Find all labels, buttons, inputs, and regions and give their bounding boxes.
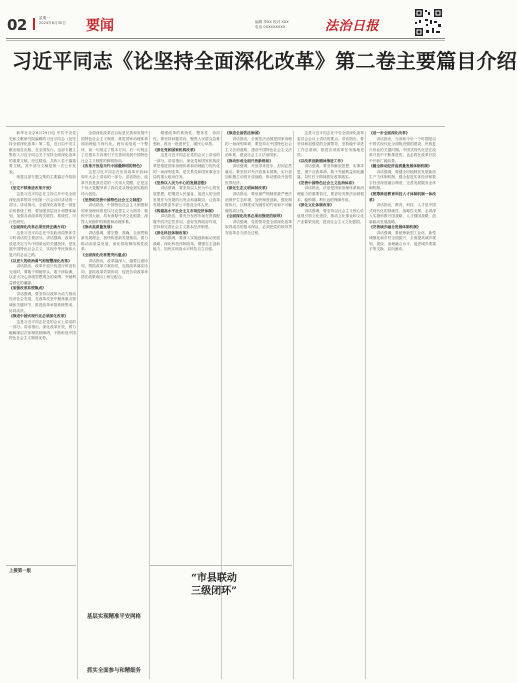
column-rule (365, 131, 366, 679)
column-rule (293, 131, 294, 679)
body-paragraph: 这是习近平同志在主持召开中央全面深化改革领导小组第一次会议时讲话的一部分。讲话指出，全面深化改革是一项复杂的系统工程，要加强顶层设计和整体谋划，加强各项改革的关联性、系统性、可行性研究。 (9, 192, 76, 224)
body-paragraph: 讲话指出，要充分发挥市场在资源配置中的决定性作用，更好发挥政府作用，坚持和完善社会主义基本经济制度。 (153, 214, 220, 230)
body-paragraph: 讲话强调，要坚持以改革为动力推动经济社会发展，在改革攻坚中聚焦重点领域和关键环节，推进改革举措系统集成、协同高效。 (9, 291, 76, 313)
article-column-2 (81, 131, 148, 679)
header-date (39, 16, 66, 26)
section-subhead: 《全面深化改革必须坚持正确方向》 (9, 225, 68, 230)
body-paragraph: 现将这部专题文集的主要篇目介绍如下。 (9, 175, 76, 185)
body-paragraph: 讲话强调，党的领导是全面深化改革取得成功的根本保证，必须把党的领导贯穿改革各方面全过程。 (225, 219, 292, 235)
lower-mid-separator (150, 565, 292, 566)
body-paragraph: 这是习近平同志在庆祝改革开放40周年大会上讲话的一部分。讲话指出，改革开放是我们党的一次伟大觉醒，正是这个伟大觉醒孕育了我们党从理论到实践的伟大创造。 (81, 169, 148, 197)
section-subhead: 《以改革创新精神推进工作》 (297, 158, 345, 163)
section-subhead: 《坚定不移推进改革开放》 (9, 186, 54, 191)
article-column-1 (9, 131, 76, 561)
section-subhead: 《构建高水平社会主义市场经济体制》 (153, 208, 216, 213)
sub-heading-1: 基层实现精准平安网格 (87, 614, 141, 620)
section-subhead: 《完善城乡融合发展体制机制》 (369, 225, 421, 230)
body-paragraph: 讲话强调，开放带来进步，封闭必然落后。要坚持对外开放基本国策，实行更加积极主动的开放战略，推动建设开放型世界经济。 (225, 164, 292, 185)
body-paragraph: 讲话强调，要健全因地制宜发展新质生产力体制机制，健全促进实体经济和数字经济深度融合制度，完善发展服务业体制机制。 (369, 169, 436, 191)
body-paragraph: 讲话强调，要坚持以社会主义核心价值观引领文化建设，推动文化事业和文化产业繁荣发展，建设社会主义文化强国。 (297, 208, 364, 224)
article-column-5 (297, 131, 364, 679)
qr-code-icon (414, 8, 443, 37)
header-date-sub: 2024年6月30日 (39, 21, 66, 25)
header-rule-thin (6, 40, 445, 41)
header-phone-line: 电话 0XXXXXXXX (255, 25, 286, 29)
main-headline: 习近平同志《论坚持全面深化改革》第二卷主要篇目介绍 (12, 49, 517, 73)
section-subhead: 《深化文化体制改革》 (297, 203, 334, 208)
section-subhead: 《进一步全面深化改革》 (369, 131, 410, 135)
section-subhead: 《全面深化改革必须加强党的领导》 (225, 214, 284, 219)
sub-heading-2: 抓实全面参与和精细务 (87, 668, 141, 674)
body-paragraph: 讲话强调，要深入实施创新驱动发展战略，深化科技体制改革，增强自主创新能力，加快实现高水平科技自立自强。 (153, 236, 220, 252)
body-paragraph: 全面深化改革总目标是完善和发展中国特色社会主义制度，推进国家治理体系和治理能力现代化。两句话组成一个整体，前一句规定了根本方向，后一句规定了在根本方向指引下完善和发展中国特色社会主义制度的鲜明指向。 (81, 131, 148, 163)
column-rule (77, 131, 78, 679)
body-paragraph: 讲话强调，要坚持解放思想、实事求是，勇于自我革命，敢于突破利益固化藩篱，以钉钉子精神抓好改革落实。 (297, 164, 364, 180)
section-subhead: 《坚持以人民为中心的发展思想》 (153, 180, 209, 185)
body-paragraph: 讲话指出，当前和今后一个时期是以中国式现代化全面推进强国建设、民族复兴伟业的关键时期。中国式现代化是在改革开放中不断推进的，也必将在改革开放中开辟广阔前景。 (369, 136, 436, 163)
sub-article-title-line2: 三级闭环” (191, 586, 237, 597)
section-subhead: 《加强改革系统集成》 (9, 286, 46, 291)
lower-left-separator (6, 565, 76, 566)
section-subhead: 《深化党和国家机构改革》 (153, 147, 198, 152)
newspaper-masthead: 法治日报 (325, 19, 380, 34)
body-paragraph: 这是习近平同志在中央政治局集体学习时讲话的主要部分。讲话强调，改革开放是决定当代中国命运的关键抉择，是发展中国特色社会主义、实现中华民族伟大复兴的必由之路。 (9, 230, 76, 258)
section-subhead: 《健全推动经济高质量发展体制机制》 (369, 164, 432, 169)
section-subhead: 《推动高质量发展》 (81, 225, 115, 230)
header-rule (6, 38, 445, 39)
body-paragraph: 讲话强调，要完整、准确、全面贯彻新发展理念，加快构建新发展格局，着力推动高质量发展，深化供给侧结构性改革。 (81, 230, 148, 252)
header-weekday: 星期一 (39, 16, 50, 20)
section-subhead: 《推进中国式现代化必须深化改革》 (9, 314, 68, 319)
body-paragraph: 讲话指出，要用最严格制度最严密法治保护生态环境，加快制度创新，强化制度执行，让制度成为刚性的约束和不可触碰的高压线。 (225, 192, 292, 213)
section-subhead: 《推进全面依法治国》 (225, 131, 262, 135)
headline-separator (6, 126, 445, 127)
section-subhead: 《改革开放是当代中国最鲜明的特色》 (81, 164, 144, 169)
section-subhead: 《完善中国特色社会主义法治体系》 (297, 180, 356, 185)
section-subhead: 《坚持和完善中国特色社会主义制度》 (81, 197, 144, 202)
section-subhead: 《以更大的政治勇气和智慧深化改革》 (9, 258, 72, 263)
continued-label: 上接第一版 (9, 569, 31, 574)
section-subhead: 《深化科技体制改革》 (153, 230, 190, 235)
body-paragraph: 讲话强调，要统筹新型工业化、新型城镇化和乡村全面振兴，全面提高城乡规划、建设、治理融合水平，促进城乡要素平等交换、双向流动。 (369, 230, 436, 252)
section-title: 要闻 (86, 18, 114, 34)
body-paragraph: 这是习近平同志在党的会议上讲话的一部分。讲话指出，深化改革开放，着力破解深层次体制机制障碍，不断彰显中国特色社会主义制度优势。 (9, 319, 76, 341)
section-subhead: 《全面深化改革要突出重点》 (81, 253, 129, 258)
body-paragraph: 讲话指出，改革开放只有进行时没有完成时，要敢于啃硬骨头，敢于涉险滩，以更大决心冲破思想观念的束缚、突破利益固化的藩篱。 (9, 264, 76, 285)
article-column-3 (153, 131, 220, 561)
body-paragraph: 这是习近平同志在中央全面深化改革委员会会议上讲话的要点。讲话指出，要坚持和加强党的全面领导，坚持稳中求进工作总基调，推进各项改革任务落地见效。 (297, 131, 364, 158)
section-subhead: 《推动形成全面开放新格局》 (225, 158, 273, 163)
section-subhead: 《深化生态文明体制改革》 (225, 186, 270, 191)
header-editors (255, 20, 289, 30)
body-paragraph: 讲话强调，要坚持以人民为中心的发展思想，把增进人民福祉、促进人的全面发展作为发展的出发点和落脚点，让改革发展成果更多更公平惠及全体人民。 (153, 186, 220, 208)
article-column-4 (225, 131, 292, 561)
page-number-accent (33, 18, 35, 30)
body-paragraph: 增强改革的系统性、整体性、协同性。要坚持问题导向，聚焦人民群众急难愁盼，推出一批惠民生、暖民心举措。 (153, 131, 220, 147)
body-paragraph: 讲话指出，全面依法治国是国家治理的一场深刻革命，要坚持走中国特色社会主义法治道路，建设中国特色社会主义法治体系，建设社会主义法治国家。 (225, 136, 292, 158)
body-paragraph: 新华社北京6月29日电 中共中央党史和文献研究院编辑的习近平同志《论坚持全面深化改革》第二卷，近日由中央文献出版社出版，在全国发行。这部专题文集收入习近平同志关于坚持全面深化改革的重要文稿，经过精选，共收入若干篇重要文稿。其中部分文稿是第一次公开发表。 (9, 131, 76, 174)
body-paragraph: 这是习近平同志在党的会议上讲话的一部分。讲话指出，深化党和国家机构改革是推进国家治理体系和治理能力现代化的一场深刻变革，是关系党和国家事业全局的重大政治任务。 (153, 153, 220, 180)
sub-article-title-line1: “市县联动 (191, 573, 237, 584)
header-editors-line: 编辑 李XX 校对 XXX (255, 20, 289, 24)
section-subhead: 《统筹推进教育科技人才体制机制一体改革》 (369, 192, 436, 202)
article-column-6 (369, 131, 436, 679)
page-number: 02 (7, 16, 27, 34)
sub-article-title-box (143, 572, 285, 598)
body-paragraph: 讲话指出，教育、科技、人才是中国式现代化的基础性、战略性支撑，必须深入实施科教兴国战略、人才强国战略、创新驱动发展战略。 (369, 203, 436, 224)
body-paragraph: 讲话指出，改革越深入，越要注意协同，既抓改革方案协同，也抓改革落实协同，更抓改革效果协同，促进各项改革举措在政策取向上相互配合。 (81, 258, 148, 280)
body-paragraph: 讲话指出，法治是国家治理体系和治理能力的重要依托，要更好发挥法治固根本、稳预期、利长远的保障作用。 (297, 186, 364, 202)
body-paragraph: 讲话指出，中国特色社会主义制度和国家治理体系是以马克思主义为指导、植根中国大地、具有深厚中华文化根基、深得人民拥护的制度和治理体系。 (81, 203, 148, 224)
